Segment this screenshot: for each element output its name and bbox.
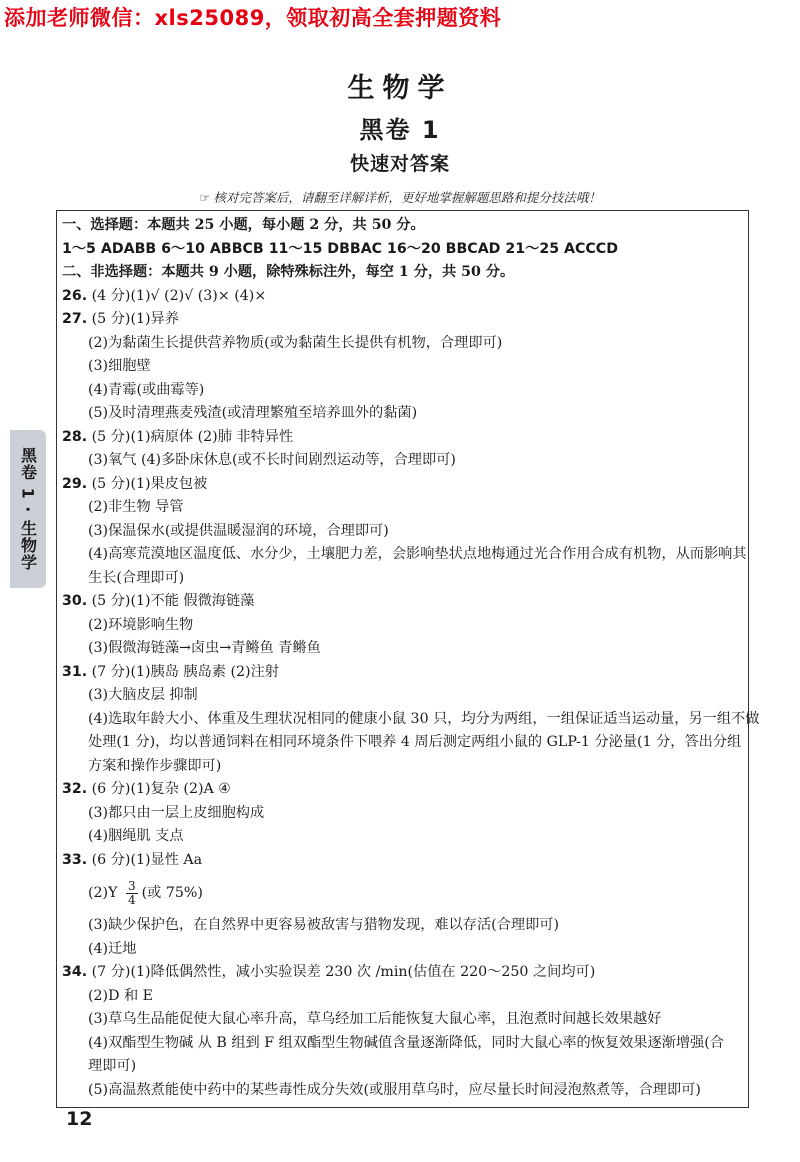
answer-line xyxy=(62,961,744,985)
answer-line xyxy=(62,914,744,938)
watermark-text: 添加老师微信：xls25089，领取初高全套押题资料 xyxy=(4,6,502,30)
answer-text: (4)胭绳肌 支点 xyxy=(88,828,184,844)
answer-line xyxy=(62,543,747,567)
answer-text: 生长(合理即可) xyxy=(88,569,185,586)
numerator: 3 xyxy=(127,878,136,893)
answer-text: (或 75%) xyxy=(141,885,203,901)
answer-line xyxy=(62,355,744,379)
question-number: 32. xyxy=(62,781,88,797)
answer-text: (5)及时清理燕麦残渣(或清理繁殖至培养皿外的黏菌) xyxy=(88,405,418,421)
answer-text: (4)迁地 xyxy=(88,940,137,957)
answer-text: (4 分)(1)√ (2)√ (3)× (4)× xyxy=(87,287,267,304)
answer-line xyxy=(62,1055,744,1079)
answer-text: (3)氧气 (4)多卧床休息(或不长时间剧烈运动等，合理即可) xyxy=(88,452,456,468)
answer-text: 处理(1 分)，均以普通饲料在相同环境条件下喂养 4 周后测定两组小鼠的 GLP-1 分泌量(1 分，答出分组 xyxy=(88,734,742,750)
answer-line xyxy=(62,1008,744,1032)
answer-text: (2)D 和 E xyxy=(88,987,154,1004)
tip-line xyxy=(0,188,800,206)
answer-text: 一、选择题：本题共 25 小题，每小题 2 分，共 50 分。 xyxy=(62,217,425,233)
answer-line xyxy=(62,285,744,309)
answer-text: (2)为黏菌生长提供营养物质(或为黏菌生长提供有机物，合理即可) xyxy=(88,334,503,351)
answer-line xyxy=(62,590,744,614)
answer-text: (3)都只由一层上皮细胞构成 xyxy=(88,804,265,821)
answer-line xyxy=(62,308,744,332)
pointing-hand-icon: ☞ xyxy=(199,190,211,205)
question-number: 34. xyxy=(62,964,88,980)
answer-text: (5 分)(1)异养 xyxy=(87,311,179,327)
subject-title: 生物学 xyxy=(347,73,453,104)
side-tab-label: 黑卷 1 · 生物学 xyxy=(18,447,38,571)
question-number: 30. xyxy=(62,593,88,609)
answer-text: (3)保温保水(或提供温暖湿润的环境，合理即可) xyxy=(88,522,389,539)
answer-line xyxy=(62,332,744,356)
answer-line xyxy=(62,402,744,426)
denominator: 4 xyxy=(127,892,136,907)
answer-line xyxy=(62,449,744,473)
answer-text: (2)环境影响生物 xyxy=(88,616,194,633)
page-number: 12 xyxy=(66,1108,93,1130)
answer-line xyxy=(62,496,744,520)
answer-line xyxy=(62,849,744,873)
answer-line xyxy=(62,238,744,262)
answer-text: (3)缺少保护色，在自然界中更容易被敌害与猎物发现，难以存活(合理即可) xyxy=(88,917,559,933)
question-number: 33. xyxy=(62,851,88,868)
side-tab xyxy=(10,430,46,588)
answer-line xyxy=(62,567,744,591)
answer-line xyxy=(62,379,744,403)
answer-text: (6 分)(1)复杂 (2)A ④ xyxy=(87,781,231,797)
tip-text: 核对完答案后，请翻至详解详析，更好地掌握解题思路和提分技法哦！ xyxy=(213,190,601,205)
answer-text: (4)青霉(或曲霉等) xyxy=(88,381,205,398)
answer-line xyxy=(62,778,744,802)
answer-line xyxy=(62,985,744,1009)
answer-text: (4)高寒荒漠地区温度低、水分少，土壤肥力差，会影响垫状点地梅通过光合作用合成有机物，从而影响其 xyxy=(88,546,747,562)
answer-line xyxy=(62,684,744,708)
answer-line xyxy=(62,708,760,732)
question-number: 31. xyxy=(62,663,88,680)
answer-line xyxy=(62,214,744,238)
answer-text: (4)选取年龄大小、体重及生理状况相同的健康小鼠 30 只，均分为两组，一组保证适当运动量，另一组不做 xyxy=(88,710,760,727)
answer-line xyxy=(62,872,744,914)
answer-text: (5 分)(1)果皮包被 xyxy=(87,475,208,492)
answer-line xyxy=(62,938,744,962)
answer-line xyxy=(62,802,744,826)
answer-text: (4)双酯型生物碱 从 B 组到 F 组双酯型生物碱值含量逐渐降低，同时大鼠心率的恢复效果逐渐增强(合 xyxy=(88,1034,724,1051)
answer-line xyxy=(62,661,744,685)
answer-line xyxy=(62,261,744,285)
answer-line xyxy=(62,731,744,755)
answer-text: (6 分)(1)显性 Aa xyxy=(87,851,203,868)
answer-text: (5 分)(1)不能 假微海链藻 xyxy=(87,593,255,609)
answer-lines xyxy=(62,214,760,1102)
answer-line xyxy=(62,473,744,497)
answer-text: (5 分)(1)病原体 (2)肺 非特异性 xyxy=(87,428,294,445)
answer-text: 二、非选择题：本题共 9 小题，除特殊标注外，每空 1 分，共 50 分。 xyxy=(62,264,515,280)
answer-text: 方案和操作步骤即可) xyxy=(88,757,222,774)
answer-text: 1～5 ADABB 6～10 ABBCB 11～15 DBBAC 16～20 BBCAD 21～25 ACCCD xyxy=(62,240,618,257)
answer-line xyxy=(62,755,744,779)
answer-text: (2)Y xyxy=(88,885,122,901)
answer-line xyxy=(62,1079,744,1103)
answer-text: 理即可) xyxy=(88,1058,137,1074)
question-number: 27. xyxy=(62,311,88,327)
question-number: 26. xyxy=(62,287,88,304)
question-number: 28. xyxy=(62,428,88,445)
fraction xyxy=(126,880,138,907)
answer-text: (2)非生物 导管 xyxy=(88,499,184,515)
answer-text: (7 分)(1)降低偶然性，减小实验误差 230 次 /min(估值在 220～250 之间均可) xyxy=(87,964,596,980)
paper-title: 黑卷 1 xyxy=(359,116,441,144)
answer-line xyxy=(62,1032,744,1056)
answer-text: (5)高温熬煮能使中药中的某些毒性成分失效(或服用草乌时，应尽量长时间浸泡熬煮等，合理即可) xyxy=(88,1081,701,1098)
answer-line xyxy=(62,637,744,661)
answer-text: (3)大脑皮层 抑制 xyxy=(88,687,198,703)
answer-text: (3)假微海链藻→卤虫→青鳉鱼 青鳉鱼 xyxy=(88,640,321,656)
answer-line xyxy=(62,520,744,544)
answer-text: (3)草乌生品能促使大鼠心率升高，草乌经加工后能恢复大鼠心率，且泡煮时间越长效果越好 xyxy=(88,1011,662,1027)
answer-line xyxy=(62,825,744,849)
answer-text: (7 分)(1)胰岛 胰岛素 (2)注射 xyxy=(87,663,279,680)
answer-line xyxy=(62,426,744,450)
answer-text: (3)细胞壁 xyxy=(88,358,151,374)
question-number: 29. xyxy=(62,475,88,492)
answer-line xyxy=(62,614,744,638)
section-title: 快速对答案 xyxy=(349,153,450,175)
